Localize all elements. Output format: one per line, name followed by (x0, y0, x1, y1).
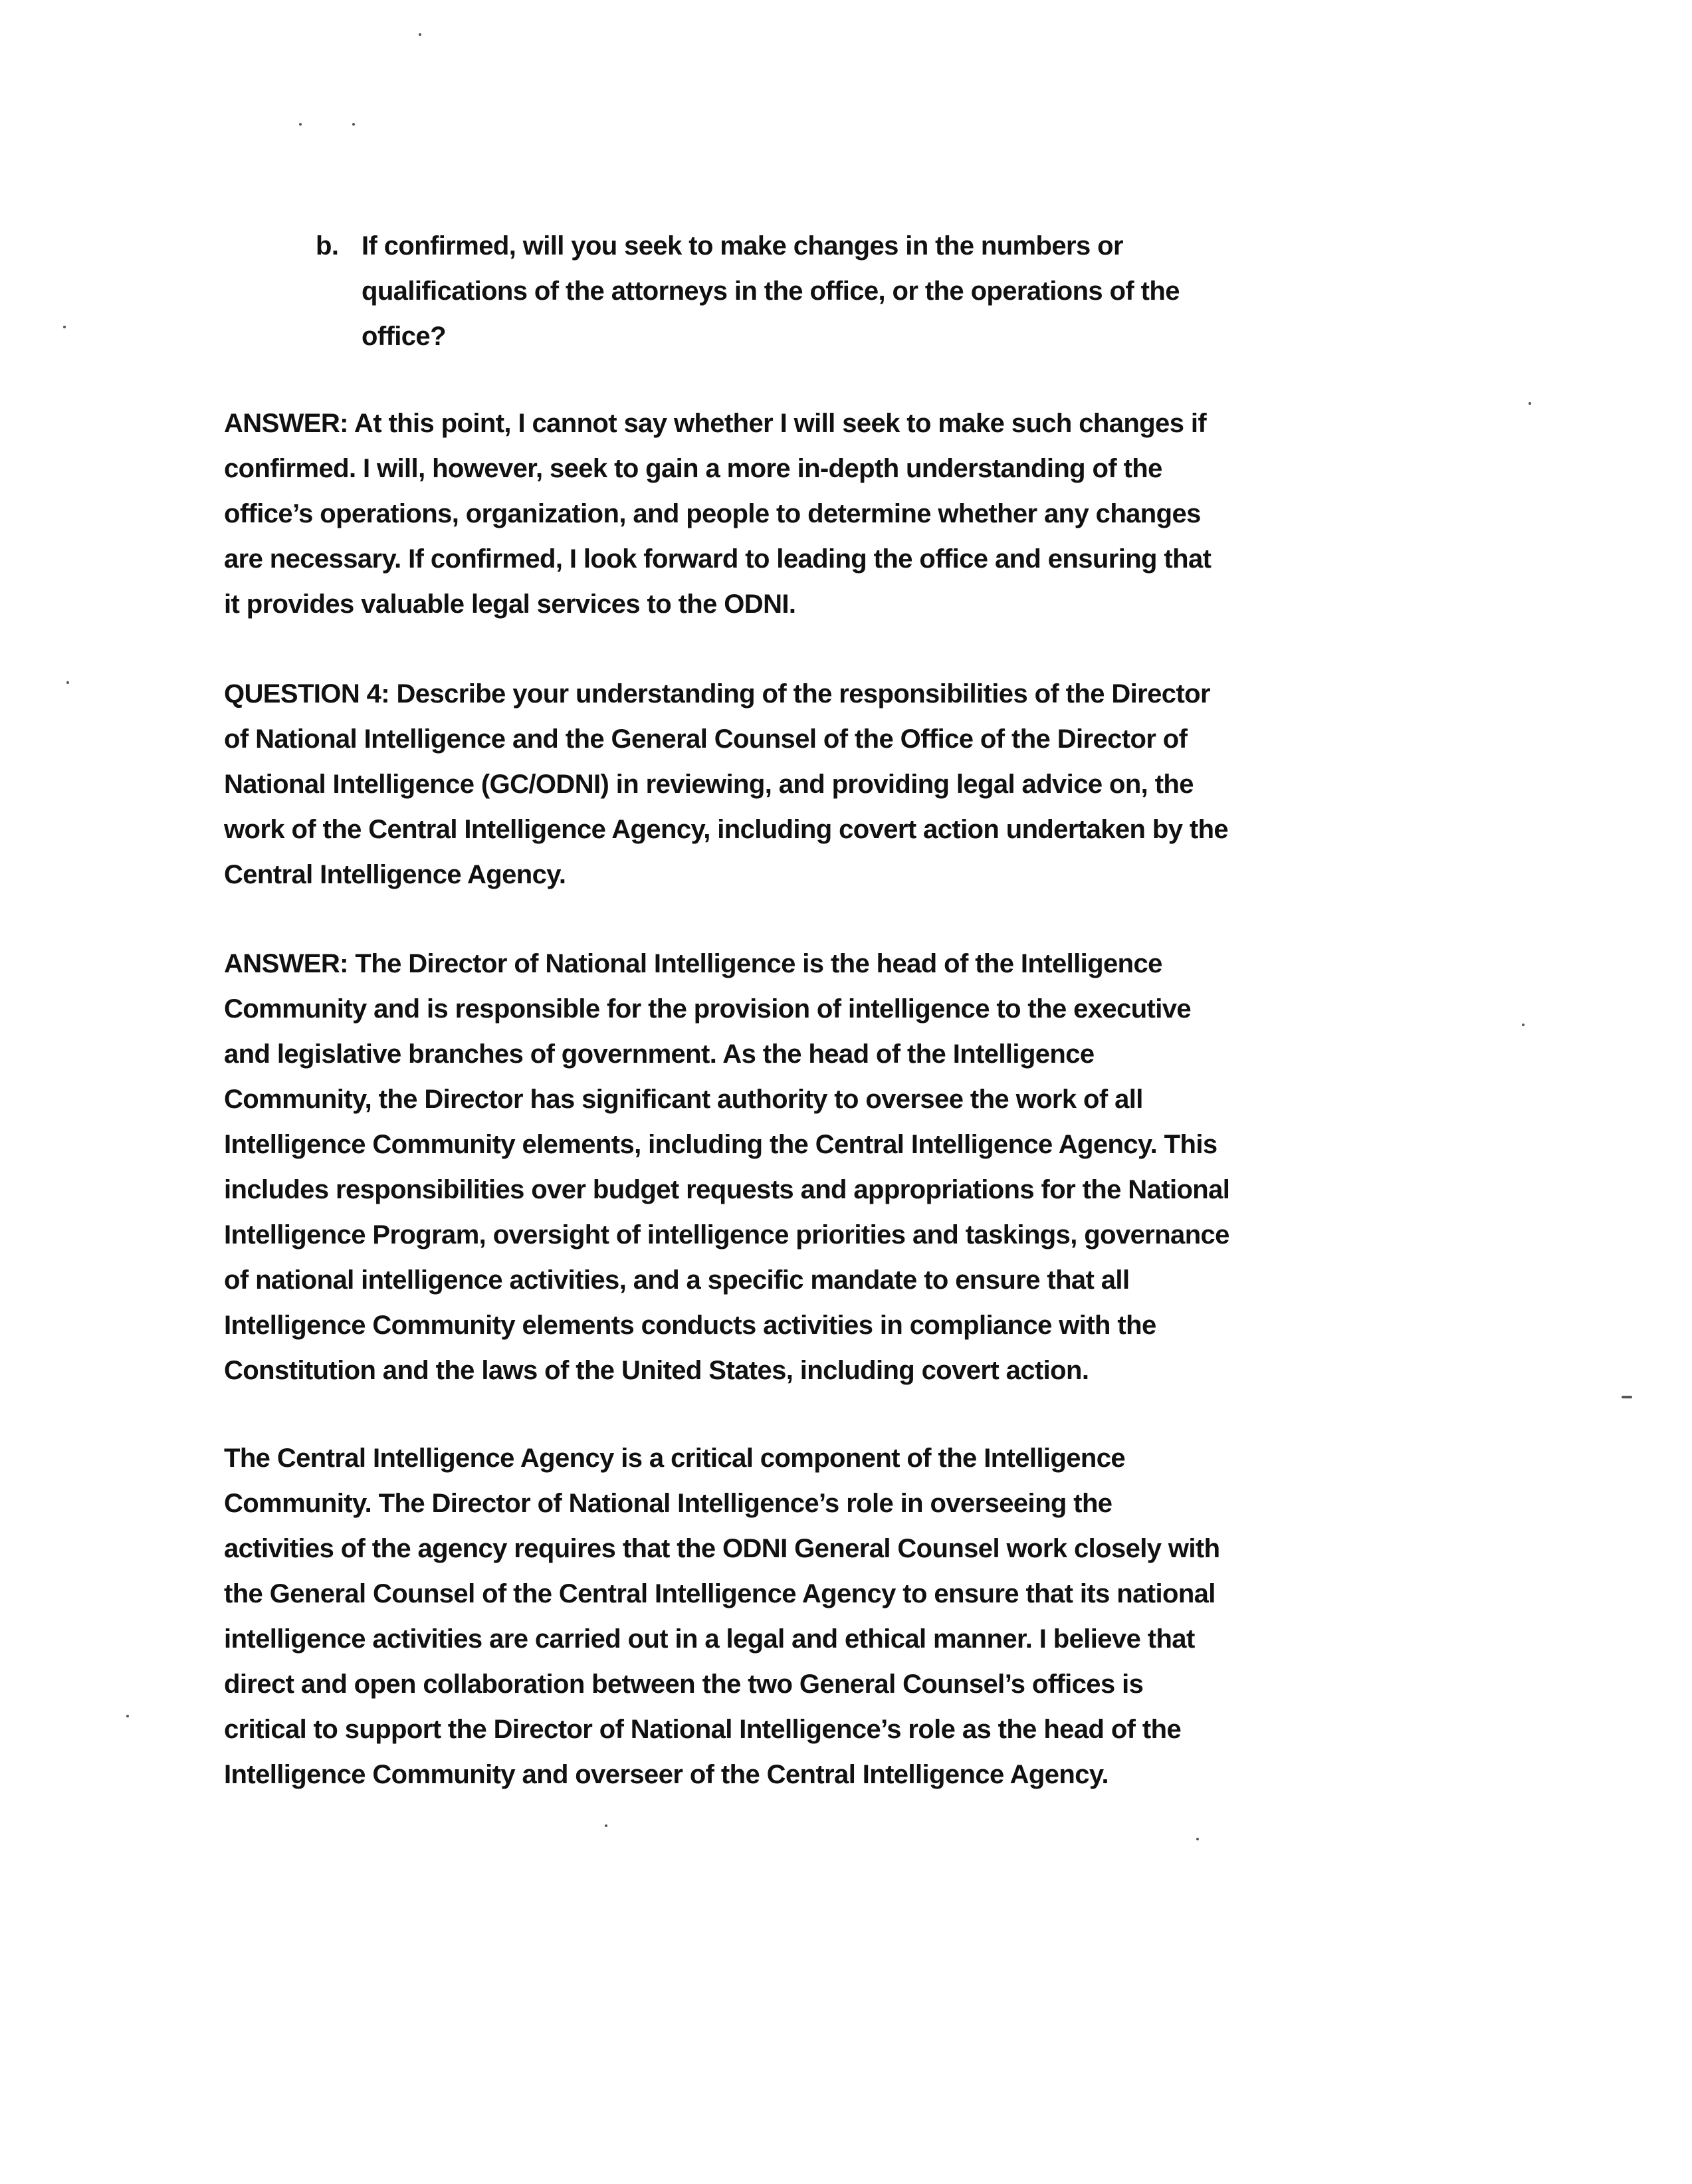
text-line: the General Counsel of the Central Intelligence Agency to ensure that its national (224, 1579, 1216, 1608)
text-line: critical to support the Director of National Intelligence’s role as the head of the (224, 1715, 1182, 1744)
scan-speck (299, 123, 302, 126)
text-line: Constitution and the laws of the United States, including covert action. (224, 1356, 1089, 1385)
scan-speck (1622, 1396, 1632, 1398)
text-line: If confirmed, will you seek to make changes in the numbers or (362, 231, 1123, 261)
text-line: The Central Intelligence Agency is a critical component of the Intelligence (224, 1444, 1126, 1473)
text-line-rest: At this point, I cannot say whether I will seek to make such changes if (348, 409, 1207, 438)
text-line: National Intelligence (GC/ODNI) in reviewing, and providing legal advice on, the (224, 770, 1194, 799)
text-line: includes responsibilities over budget requests and appropriations for the National (224, 1175, 1230, 1204)
text-line: intelligence activities are carried out in a legal and ethical manner. I believe that (224, 1624, 1195, 1654)
scan-speck (1529, 402, 1531, 405)
question-label: QUESTION 4: (224, 679, 389, 709)
question-4-paragraph (224, 671, 1228, 897)
scan-speck (352, 123, 355, 126)
text-line: Intelligence Program, oversight of intelligence priorities and taskings, governance (224, 1220, 1229, 1250)
scan-speck (126, 1715, 129, 1717)
text-line: of National Intelligence and the General Counsel of the Office of the Director of (224, 724, 1188, 754)
text-line: qualifications of the attorneys in the office, or the operations of the (362, 276, 1180, 306)
text-line (224, 941, 1229, 986)
scan-speck (63, 326, 66, 328)
text-line: it provides valuable legal services to the ODNI. (224, 590, 796, 619)
text-line: Community. The Director of National Intelligence’s role in overseeing the (224, 1489, 1112, 1518)
answer-paragraph-1 (224, 401, 1211, 627)
scan-speck (1522, 1024, 1525, 1026)
text-line: Community, the Director has significant authority to oversee the work of all (224, 1085, 1143, 1114)
text-line: of national intelligence activities, and a specific mandate to ensure that all (224, 1265, 1130, 1295)
text-line-rest: The Director of National Intelligence is the head of the Intelligence (348, 949, 1162, 978)
scan-speck (419, 33, 421, 36)
text-line: direct and open collaboration between the two General Counsel’s offices is (224, 1670, 1144, 1699)
text-line: office’s operations, organization, and people to determine whether any changes (224, 499, 1201, 528)
scan-speck (66, 681, 69, 684)
text-line: confirmed. I will, however, seek to gain a more in-depth understanding of the (224, 454, 1162, 483)
answer-paragraph-2 (224, 941, 1229, 1393)
text-line (224, 401, 1211, 446)
text-line: Community and is responsible for the provision of intelligence to the executive (224, 994, 1192, 1024)
answer-label: ANSWER: (224, 409, 348, 438)
text-line: activities of the agency requires that the ODNI General Counsel work closely with (224, 1534, 1220, 1563)
scan-speck (1196, 1838, 1199, 1840)
text-line (224, 671, 1228, 716)
text-line: Intelligence Community elements conducts activities in compliance with the (224, 1311, 1156, 1340)
scan-speck (605, 1824, 607, 1827)
body-paragraph-3 (224, 1436, 1220, 1797)
item-marker: b. (316, 231, 339, 261)
text-line-rest: Describe your understanding of the responsibilities of the Director (389, 679, 1210, 709)
text-line: Intelligence Community elements, including the Central Intelligence Agency. This (224, 1130, 1217, 1159)
text-line: office? (362, 322, 446, 351)
answer-label: ANSWER: (224, 949, 348, 978)
text-line: Central Intelligence Agency. (224, 860, 566, 889)
text-line: and legislative branches of government. As the head of the Intelligence (224, 1039, 1095, 1069)
text-line: Intelligence Community and overseer of the Central Intelligence Agency. (224, 1760, 1109, 1789)
text-line: are necessary. If confirmed, I look forward to leading the office and ensuring that (224, 544, 1212, 574)
text-line: work of the Central Intelligence Agency, including covert action undertaken by the (224, 815, 1229, 844)
